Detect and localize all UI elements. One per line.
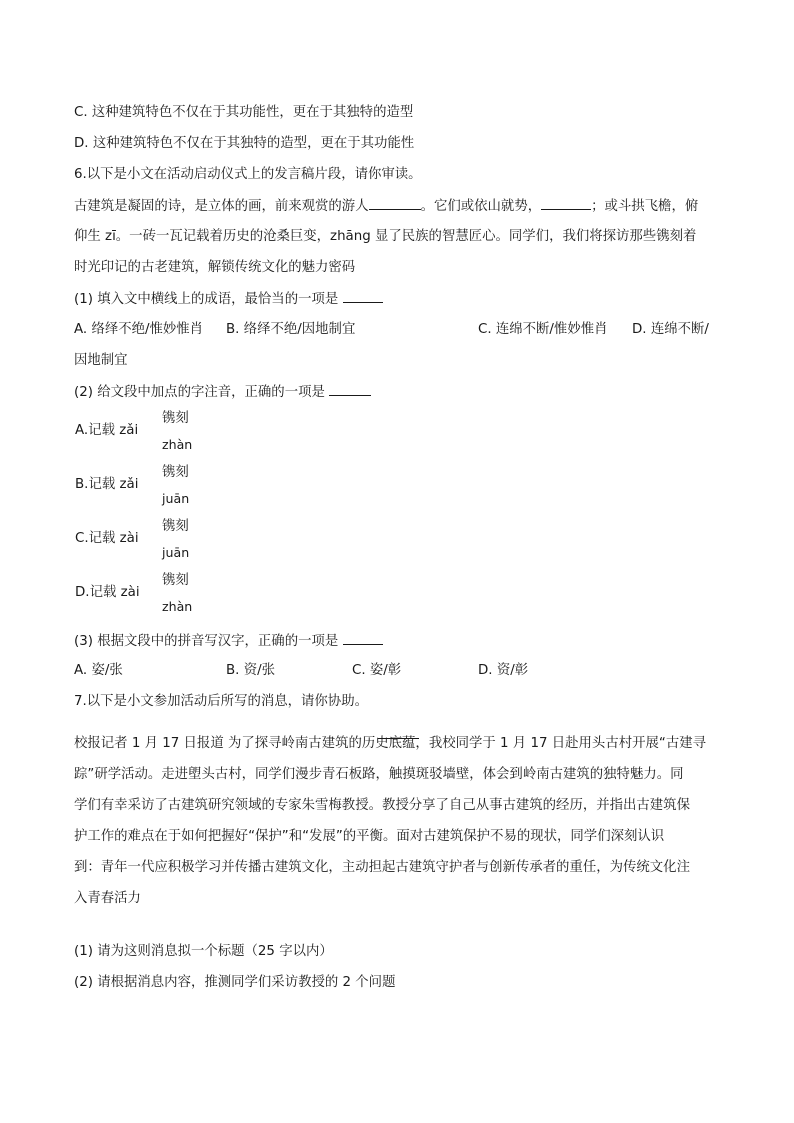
q6-2-option-c-label: C.记载 zài [75, 531, 139, 546]
q6-3-option-b: B. 资/张 [226, 663, 275, 678]
q6-2-option-c-pinyin: juān [162, 545, 190, 560]
passage-text: 。它们或依山就势， [420, 199, 542, 214]
q6-1-option-d-cont: 因地制宜 [74, 353, 128, 368]
answer-blank[interactable] [369, 197, 421, 210]
passage-text: 古建筑是凝固的诗，是立体的画，前来观赏的游人 [74, 199, 369, 214]
answer-blank[interactable] [343, 632, 383, 645]
q6-1-option-b: B. 络绎不绝/因地制宜 [226, 322, 356, 337]
q6-2-option-b-pinyin: juān [162, 491, 190, 506]
prompt-text: (2) 给文段中加点的字注音，正确的一项是 [74, 385, 325, 400]
news-line: 校报记者 1 月 17 日报道 为了探寻岭南古建筑的历史底蕴，我校同学于 1 月 17 日赴用头古村开展“古建寻 [74, 736, 706, 751]
q6-2-option-a-pinyin: zhàn [162, 437, 193, 452]
q6-1-option-c: C. 连绵不断/惟妙惟肖 [478, 322, 608, 337]
q6-1-option-a: A. 络绎不绝/惟妙惟肖 [74, 322, 204, 337]
passage-text: ；或斗拱飞檐，俯 [591, 199, 699, 214]
q6-title: 6.以下是小文在活动启动仪式上的发言稿片段，请你审读。 [74, 167, 422, 182]
news-line: 踪”研学活动。走进塱头古村，同学们漫步青石板路，触摸斑驳墙壁，体会到岭南古建筑的独特魅力。同 [74, 767, 684, 782]
q6-2-prompt [74, 383, 371, 402]
answer-blank[interactable] [329, 383, 371, 396]
q6-passage-line-3: 时光印记的古老建筑，解锁传统文化的魅力密码 [74, 260, 356, 275]
news-line: 学们有幸采访了古建筑研究领域的专家朱雪梅教授。教授分享了自己从事古建筑的经历，并指出古建筑保 [74, 798, 690, 813]
q6-2-option-d-word: 镌刻 [162, 573, 189, 588]
q6-2-option-a-word: 镌刻 [162, 411, 189, 426]
option-c-line: C. 这种建筑特色不仅在于其功能性，更在于其独特的造型 [74, 105, 414, 120]
news-line: 护工作的难点在于如何把握好“保护”和“发展”的平衡。面对古建筑保护不易的现状，同学们深刻认识 [74, 829, 665, 844]
q6-passage-line-1 [74, 197, 698, 216]
q6-passage-line-2: 仰生 zī。一砖一瓦记载着历史的沧桑巨变，zhāng 显了民族的智慧匠心。同学们，我们将探访那些镌刻着 [74, 229, 697, 244]
news-line: 到：青年一代应积极学习并传播古建筑文化，主动担起古建筑守护者与创新传承者的重任，为传统文化注 [74, 860, 690, 875]
q6-2-option-b-label: B.记载 zǎi [75, 477, 139, 492]
q7-2-prompt: (2) 请根据消息内容，推测同学们采访教授的 2 个问题 [74, 975, 396, 990]
q6-3-option-c: C. 姿/彰 [352, 663, 402, 678]
q7-1-prompt: (1) 请为这则消息拟一个标题（25 字以内） [74, 944, 333, 959]
answer-blank[interactable] [343, 290, 383, 303]
q6-2-option-d-pinyin: zhàn [162, 599, 193, 614]
q7-title: 7.以下是小文参加活动后所写的消息，请你协助。 [74, 694, 368, 709]
answer-blank[interactable] [541, 197, 591, 210]
q6-2-option-d-label: D.记载 zài [75, 585, 140, 600]
q7-news-paragraph [74, 728, 720, 914]
q6-2-option-c-word: 镌刻 [162, 519, 189, 534]
option-d-line: D. 这种建筑特色不仅在于其独特的造型，更在于其功能性 [74, 136, 415, 151]
q6-3-prompt [74, 632, 383, 651]
q6-2-option-b-word: 镌刻 [162, 465, 189, 480]
q6-2-option-a-label: A.记载 zǎi [75, 423, 139, 438]
news-line: 入青春活力 [74, 891, 141, 906]
q6-1-option-d: D. 连绵不断/ [632, 322, 709, 337]
q6-3-option-a: A. 姿/张 [74, 663, 123, 678]
q6-3-option-d: D. 资/彰 [478, 663, 529, 678]
prompt-text: (1) 填入文中横线上的成语，最恰当的一项是 [74, 292, 339, 307]
prompt-text: (3) 根据文段中的拼音写汉字，正确的一项是 [74, 634, 339, 649]
q6-1-prompt [74, 290, 383, 309]
